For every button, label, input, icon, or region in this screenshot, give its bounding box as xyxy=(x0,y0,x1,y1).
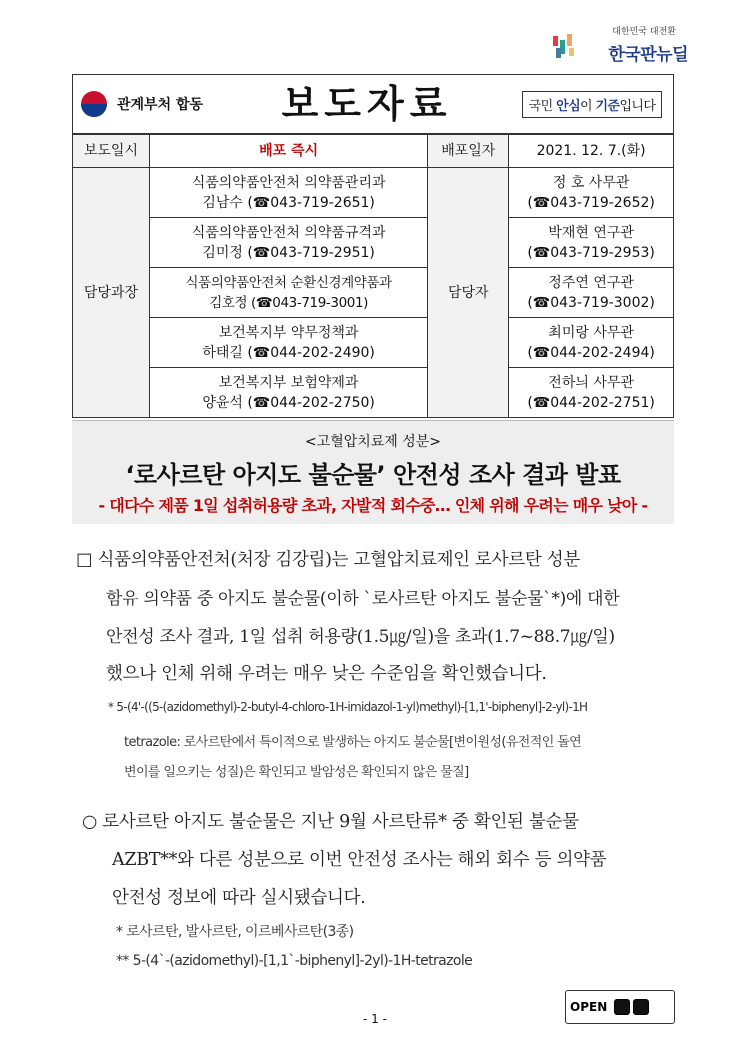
open-license-label: OPEN xyxy=(570,1000,608,1014)
paragraph-line: 했으나 인체 위해 우려는 매우 낮은 수준임을 확인했습니다. xyxy=(106,664,547,684)
headline-banner xyxy=(72,420,674,524)
table-row: 보건복지부 약무정책과 하태길 (☎044-202-2490) xyxy=(149,318,428,368)
government-emblem-icon xyxy=(81,91,107,117)
new-deal-mark-icon xyxy=(550,34,578,60)
release-time-value: 배포 즉시 xyxy=(149,135,428,168)
paragraph-line: 안전성 정보에 따라 실시됐습니다. xyxy=(112,888,366,908)
table-row: 식품의약품안전처 의약품관리과 김남수 (☎043-719-2651) xyxy=(149,168,428,218)
dept-head-label: 담당과장 xyxy=(73,168,150,418)
footnote-line: * 5-(4'-((5-(azidomethyl)-2-butyl-4-chloro-1H-imidazol-1-yl)methyl)-[1,1'-biphenyl]-2-yl)-1H xyxy=(108,700,588,714)
table-row: 식품의약품안전처 의약품규격과 김미정 (☎043-719-2951) xyxy=(149,218,428,268)
table-row: 보건복지부 보험약제과 양윤석 (☎044-202-2750) xyxy=(149,368,428,418)
table-row: 식품의약품안전처 순환신경계약품과 김호정 (☎043-719-3001) xyxy=(149,268,428,318)
distribution-date-value: 2021. 12. 7.(화) xyxy=(509,135,674,168)
table-row: 전하늬 사무관 (☎044-202-2751) xyxy=(509,368,674,418)
footnote-line: ** 5-(4`-(azidomethyl)-[1,1`-biphenyl]-2yl)-1H-tetrazole xyxy=(116,953,473,969)
footnote-line: tetrazole: 로사르탄에서 특이적으로 발생하는 아지도 불순물[변이원성(유전적인 돌연 xyxy=(124,735,582,750)
contact-info-table xyxy=(72,134,674,418)
table-row: 정 호 사무관 (☎043-719-2652) xyxy=(509,168,674,218)
distribution-date-label: 배포일자 xyxy=(428,135,509,168)
ministry-label: 관계부처 합동 xyxy=(117,97,204,113)
paragraph-line: □ 식품의약품안전처(처장 김강립)는 고혈압치료제인 로사르탄 성분 xyxy=(76,550,580,570)
ministry-box xyxy=(73,75,223,133)
logo-name: 한국판뉴딜 xyxy=(608,45,688,65)
contact-person-label: 담당자 xyxy=(428,168,509,418)
category-label: <고혈압치료제 성분> xyxy=(304,434,442,450)
press-release-header xyxy=(72,74,674,134)
logo-subtitle: 대한민국 대전환 xyxy=(612,27,676,37)
paragraph-line: ○ 로사르탄 아지도 불순물은 지난 9월 사르탄류* 중 확인된 불순물 xyxy=(82,812,579,832)
footnote-line: * 로사르탄, 발사르탄, 이르베사르탄(3종) xyxy=(116,924,354,940)
page-number: - 1 - xyxy=(363,1012,387,1026)
korean-new-deal-logo xyxy=(548,18,688,68)
table-row: 최미랑 사무관 (☎044-202-2494) xyxy=(509,318,674,368)
release-time-label: 보도일시 xyxy=(73,135,150,168)
paragraph-line: 안전성 조사 결과, 1일 섭취 허용량(1.5㎍/일)을 초과(1.7~88.7㎍/일) xyxy=(106,627,615,647)
table-row: 정주연 연구관 (☎043-719-3002) xyxy=(509,268,674,318)
headline-subtitle: - 대다수 제품 1일 섭취허용량 초과, 자발적 회수중… 인체 위해 우려는 매우 낮아 - xyxy=(98,496,648,515)
footnote-line: 변이를 일으키는 성질)은 확인되고 발암성은 확인되지 않은 물질] xyxy=(124,765,469,780)
slogan: 국민 안심이 기준입니다 xyxy=(522,91,663,118)
headline-title: ‘로사르탄 아지도 불순물’ 안전성 조사 결과 발표 xyxy=(125,461,621,489)
page-title: 보도자료 xyxy=(281,81,453,126)
paragraph-line: 함유 의약품 중 아지도 불순물(이하 `로사르탄 아지도 불순물`*)에 대한 xyxy=(106,589,620,609)
table-row: 박재현 연구관 (☎043-719-2953) xyxy=(509,218,674,268)
paragraph-line: AZBT**와 다른 성분으로 이번 안전성 조사는 해외 회수 등 의약품 xyxy=(112,850,607,870)
